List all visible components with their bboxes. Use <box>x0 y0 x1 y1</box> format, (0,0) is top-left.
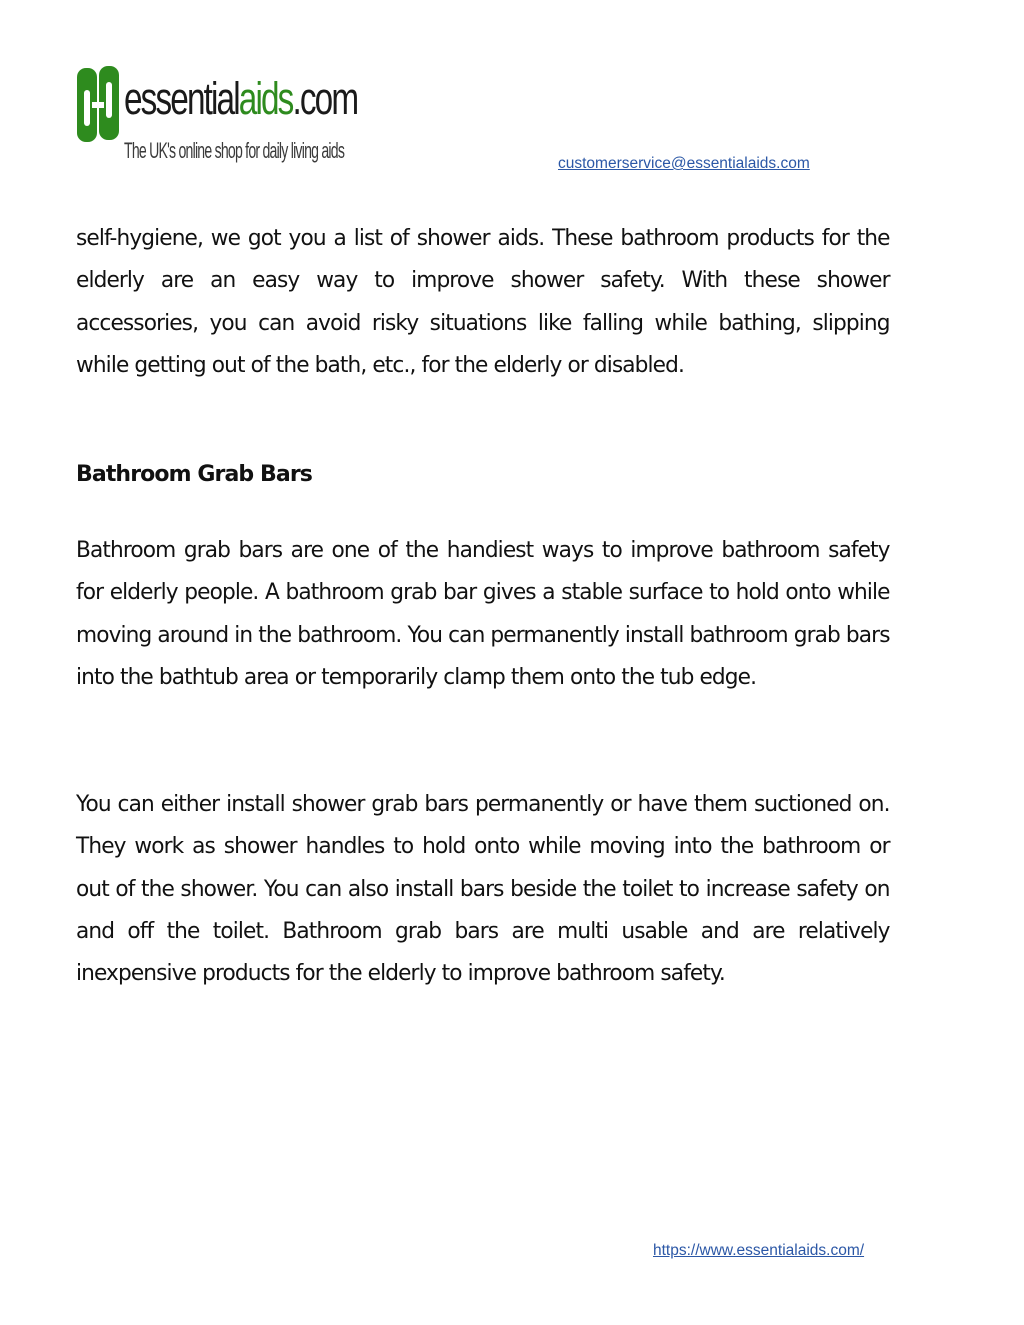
section-heading: Bathroom Grab Bars <box>76 462 312 487</box>
website-link[interactable]: https://www.essentialaids.com/ <box>653 1242 865 1259</box>
logo-wordmark-green: aids <box>238 73 293 124</box>
intro-paragraph: self-hygiene, we got you a list of shower aids. These bathroom products for the elderly are an easy way to improve shower safety. With these shower accessories, you can avoid risky situations like falling while bathing, slipping while getting out of the bath, etc., for the elderly or disabled. <box>76 226 890 378</box>
logo-wordmark <box>124 73 358 124</box>
logo-tagline: The UK's online shop for daily living aids <box>124 138 345 163</box>
section-paragraph: You can either install shower grab bars permanently or have them suctioned on. They work as shower handles to hold onto while moving into the bathroom or out of the shower. You can also install bars beside the toilet to increase safety on and off the toilet. Bathroom grab bars are multi usable and are relatively inexpensive products for the elderly to improve bathroom safety. <box>76 792 890 987</box>
section-paragraph: Bathroom grab bars are one of the handiest ways to improve bathroom safety for elderly people. A bathroom grab bar gives a stable surface to hold onto while moving around in the bathroom. You can permanently install bathroom grab bars into the bathtub area or temporarily clamp them onto the tub edge. <box>76 538 890 690</box>
logo-wordmark-dark: essential <box>124 73 239 124</box>
brand-logo[interactable] <box>76 62 358 172</box>
logo-wordmark-suffix: .com <box>292 73 358 124</box>
contact-email-link[interactable]: customerservice@essentialaids.com <box>558 155 810 172</box>
essentialaids-logo-icon <box>76 62 120 148</box>
